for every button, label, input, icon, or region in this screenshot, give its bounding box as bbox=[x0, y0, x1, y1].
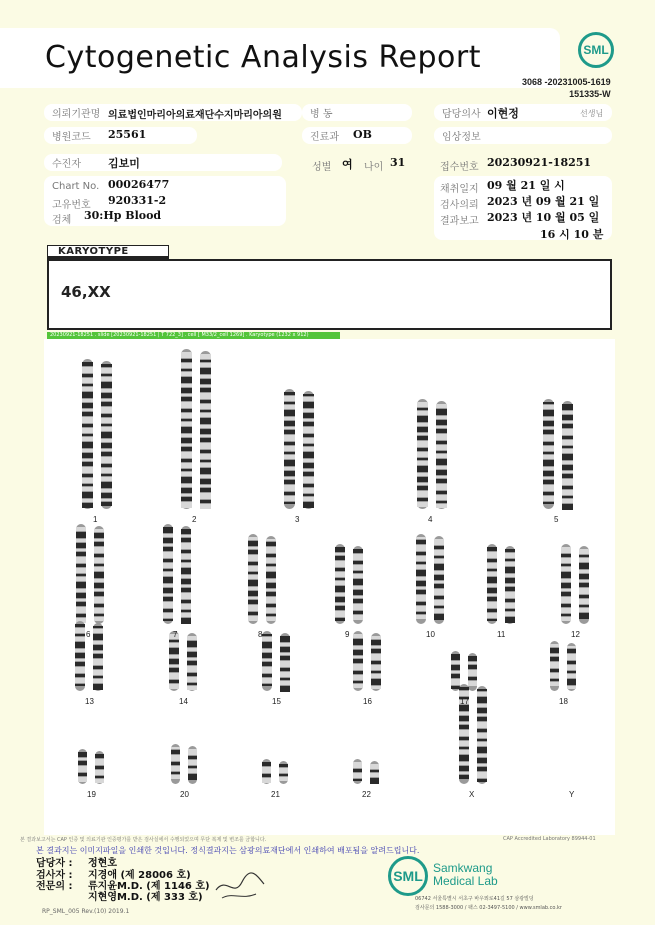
chromosome-19 bbox=[78, 749, 104, 784]
fine-print-right: CAP Accredited Laboratory 89944-01 bbox=[503, 836, 596, 842]
patient-value: 김보미 bbox=[108, 157, 140, 170]
sml-logo-bottom-icon: SML bbox=[388, 856, 428, 896]
hospital-code-value: 25561 bbox=[108, 128, 147, 141]
chromosome-6 bbox=[76, 524, 104, 624]
chart-no-label: Chart No. bbox=[52, 181, 100, 192]
chromosome-7 bbox=[163, 524, 191, 624]
staff-role-3: 전문의 : bbox=[36, 881, 73, 892]
sex-value: 여 bbox=[342, 158, 353, 171]
receipt-no-label: 접수번호 bbox=[440, 162, 479, 173]
chromosome-8 bbox=[248, 534, 276, 624]
chromosome-14 bbox=[169, 631, 197, 691]
unique-no-label: 고유번호 bbox=[52, 200, 91, 211]
chromosome-label-15: 15 bbox=[272, 697, 281, 706]
institution-field: 의뢰기관명 bbox=[44, 104, 302, 121]
chromosome-label-3: 3 bbox=[295, 515, 300, 524]
chromosome-1 bbox=[82, 359, 112, 509]
request-value: 2023 년 09 월 21 일 bbox=[487, 195, 600, 208]
doctor-suffix: 선생님 bbox=[580, 109, 604, 118]
dept-field: 진료과 bbox=[302, 127, 412, 144]
fine-print-left: 본 결과보고서는 CAP 인증 및 의료기관 인증평가를 받은 검사실에서 수행되었으며 무단 복제 및 변조를 금합니다. bbox=[20, 837, 267, 843]
staff-name-1: 정현호 bbox=[88, 858, 117, 869]
chromosome-16 bbox=[353, 631, 381, 691]
chromosome-11 bbox=[487, 544, 515, 624]
chromosome-label-17: 17 bbox=[460, 697, 469, 706]
sml-logo-icon: SML bbox=[578, 32, 614, 68]
chromosome-3 bbox=[284, 389, 314, 509]
staff-role-2: 검사자 : bbox=[36, 870, 73, 881]
chromosome-4 bbox=[417, 399, 447, 509]
karyotype-result-box bbox=[47, 259, 612, 330]
patient-field: 수진자 bbox=[44, 154, 282, 171]
lab-name: Samkwang Medical Lab bbox=[433, 861, 498, 888]
chromosome-15 bbox=[262, 631, 290, 692]
request-label: 검사의뢰 bbox=[440, 200, 479, 211]
signature-icon bbox=[212, 868, 268, 902]
chromosome-22 bbox=[353, 759, 379, 784]
chromosome-9 bbox=[335, 544, 363, 624]
lab-contact: 검사문의 1588-3000 / 팩스 02-3497-5100 / www.smlab.co.kr bbox=[415, 905, 562, 911]
sex-label: 성별 bbox=[312, 162, 332, 173]
report-number: 3068 -20231005-1619 151335-W bbox=[522, 77, 611, 99]
chromosome-label-20: 20 bbox=[180, 790, 189, 799]
chromosome-label-22: 22 bbox=[362, 790, 371, 799]
slide-info-strip: 20230921-18251 . slide [20230921-18251 | T 722_3] . cell [ M33/2_cell 1269] . Karyotype (1232 x 912) bbox=[47, 332, 340, 339]
institution-value: 의료법인마리아의료재단수지마리아의원 bbox=[108, 110, 282, 121]
chromosome-20 bbox=[171, 744, 197, 784]
report-time: 16 시 10 분 bbox=[540, 228, 604, 241]
karyogram-image bbox=[44, 339, 615, 835]
specimen-label: 검체 bbox=[52, 215, 72, 226]
specimen-value: 30:Hp Blood bbox=[84, 209, 162, 222]
dept-value: OB bbox=[353, 128, 372, 141]
ward-field: 병 동 bbox=[302, 104, 412, 121]
clinical-info-field: 임상정보 bbox=[434, 127, 612, 144]
karyotype-result: 46,XX bbox=[61, 283, 111, 301]
receipt-no-value: 20230921-18251 bbox=[487, 156, 592, 169]
hospital-code-field: 병원코드 bbox=[44, 127, 197, 144]
staff-name-2: 지경애 (제 28006 호) bbox=[88, 870, 191, 881]
chromosome-label-19: 19 bbox=[87, 790, 96, 799]
staff-role-1: 담당자 : bbox=[36, 858, 73, 869]
chromosome-label-16: 16 bbox=[363, 697, 372, 706]
lab-address: 06742 서울특별시 서초구 바우뫼로41길 57 삼광빌딩 bbox=[415, 896, 534, 902]
chromosome-label-4: 4 bbox=[428, 515, 433, 524]
chromosome-label-5: 5 bbox=[554, 515, 559, 524]
chromosome-label-9: 9 bbox=[345, 630, 350, 639]
chromosome-label-8: 8 bbox=[258, 630, 263, 639]
chromosome-label-Y: Y bbox=[569, 790, 575, 799]
collect-label: 채취일지 bbox=[440, 184, 479, 195]
chromosome-label-12: 12 bbox=[571, 630, 580, 639]
age-value: 31 bbox=[390, 156, 406, 169]
report-label: 결과보고 bbox=[440, 216, 479, 227]
form-code: RP_SML_005 Rev.(10) 2019.1 bbox=[42, 908, 130, 915]
chromosome-label-6: 6 bbox=[86, 630, 91, 639]
karyotype-tab: KARYOTYPE bbox=[47, 245, 169, 259]
chromosome-label-1: 1 bbox=[93, 515, 98, 524]
age-label: 나이 bbox=[364, 162, 384, 173]
collect-value: 09 월 21 일 시 bbox=[487, 179, 565, 192]
chart-no-value: 00026477 bbox=[108, 178, 170, 191]
chromosome-5 bbox=[543, 399, 573, 510]
staff-name-4: 지현영M.D. (제 333 호) bbox=[88, 892, 203, 903]
chromosome-label-2: 2 bbox=[192, 515, 197, 524]
chromosome-label-18: 18 bbox=[559, 697, 568, 706]
chromosome-label-14: 14 bbox=[179, 697, 188, 706]
doctor-field: 담당의사 bbox=[434, 104, 612, 121]
chromosome-label-10: 10 bbox=[426, 630, 435, 639]
karyogram-svg bbox=[44, 339, 615, 835]
chromosome-21 bbox=[262, 759, 288, 784]
chromosome-10 bbox=[416, 534, 444, 624]
chromosome-label-11: 11 bbox=[497, 630, 506, 639]
chromosome-label-13: 13 bbox=[85, 697, 94, 706]
unique-no-value: 920331-2 bbox=[108, 194, 167, 207]
staff-name-3: 류지윤M.D. (제 1146 호) bbox=[88, 881, 210, 892]
chromosome-12 bbox=[561, 544, 589, 624]
chromosome-18 bbox=[550, 641, 576, 691]
chromosome-label-21: 21 bbox=[271, 790, 280, 799]
report-title: Cytogenetic Analysis Report bbox=[45, 40, 482, 75]
chromosome-label-7: 7 bbox=[173, 630, 178, 639]
chromosome-2 bbox=[181, 349, 211, 509]
doctor-value: 이현정 bbox=[487, 107, 519, 120]
notice-text: 본 결과지는 이미지파일을 인쇄한 것입니다. 정식결과지는 삼광의료재단에서 인쇄하여 배포됨을 알려드립니다. bbox=[36, 846, 420, 855]
chromosome-label-X: X bbox=[469, 790, 475, 799]
report-value: 2023 년 10 월 05 일 bbox=[487, 211, 600, 224]
